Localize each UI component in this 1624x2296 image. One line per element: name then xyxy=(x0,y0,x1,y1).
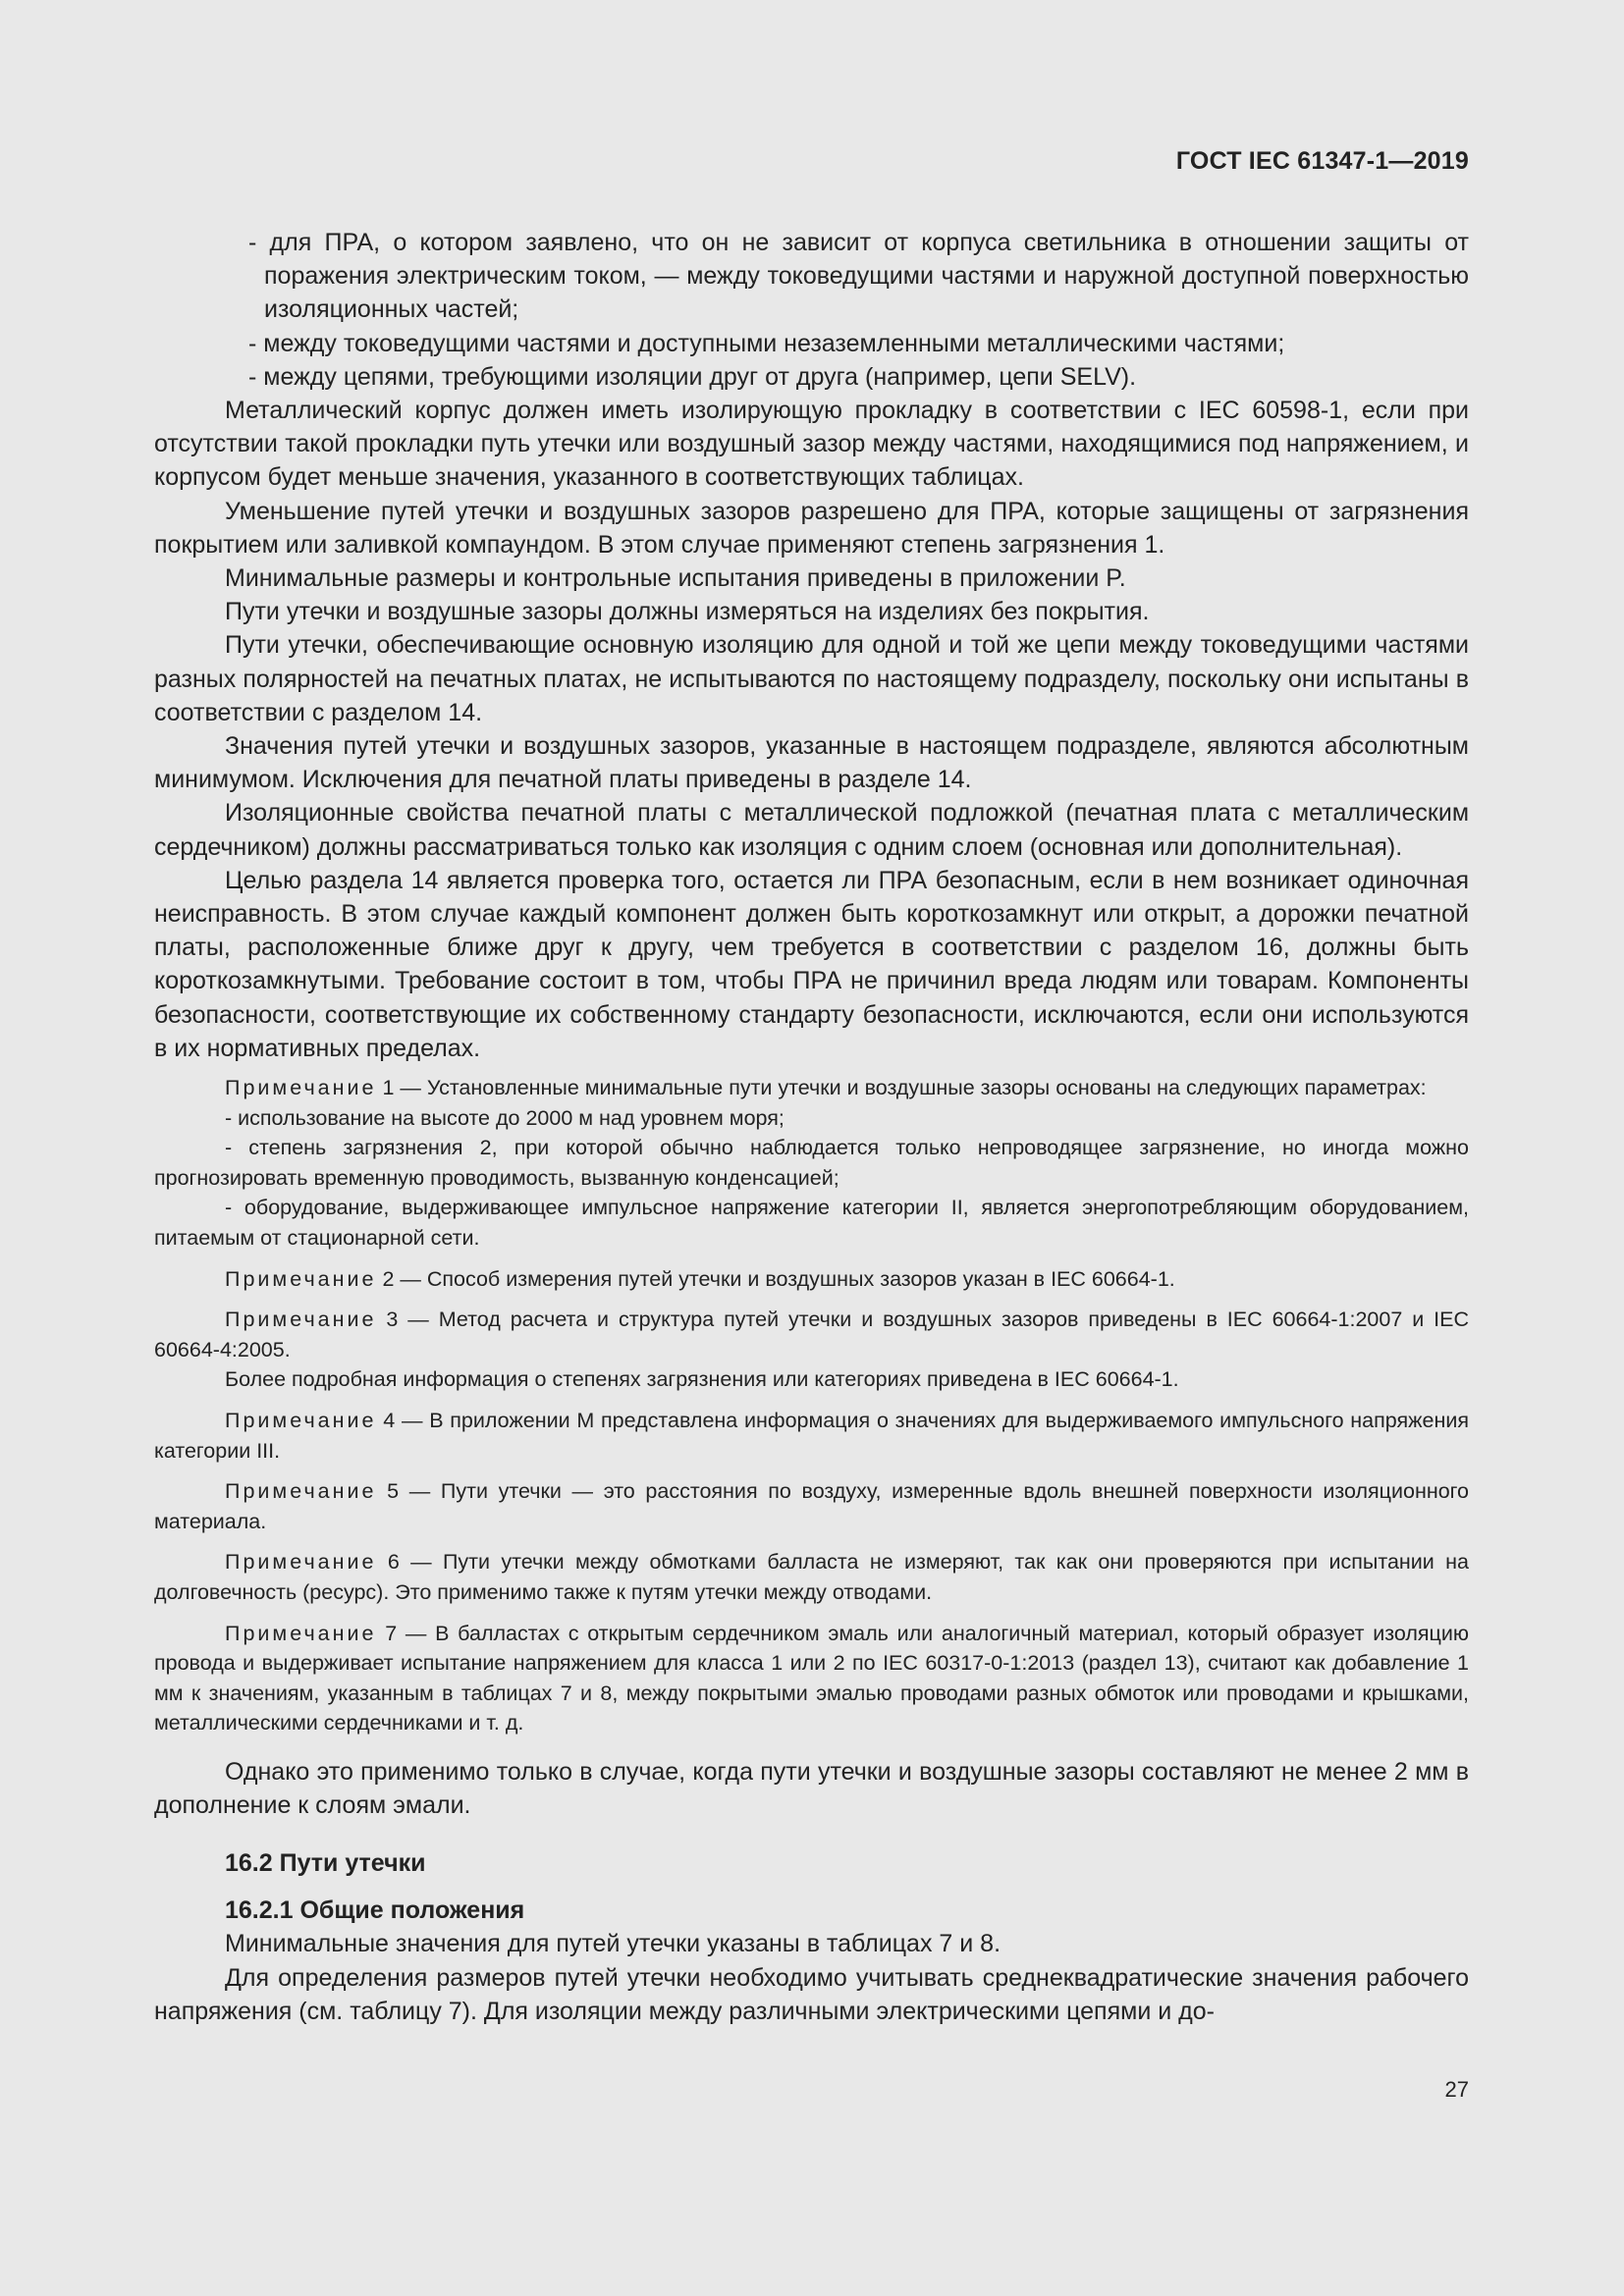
note-label: Примечание xyxy=(225,1479,377,1504)
note-label: Примечание xyxy=(225,1076,377,1100)
note-list-item: - степень загрязнения 2, при которой обычно наблюдается только непроводящее загрязнение, но иногда можно прогнозировать временную проводимость, вызванную конденсацией; xyxy=(154,1136,1469,1190)
note-text: — Пути утечки — это расстояния по воздуху, измеренные вдоль внешней поверхности изоляционного материала. xyxy=(154,1479,1469,1533)
paragraph: Минимальные значения для путей утечки указаны в таблицах 7 и 8. xyxy=(225,1930,1001,1958)
paragraph: Значения путей утечки и воздушных зазоров, указанные в настоящем подразделе, являются абсолютным минимумом. Исключения для печатной платы приведены в разделе 14. xyxy=(154,732,1469,794)
main-text xyxy=(154,226,1469,1065)
list-item: - для ПРА, о котором заявлено, что он не зависит от корпуса светильника в отношении защиты от поражения электрическим током, — между токоведущими частями и наружной доступной поверхностью изоляционных частей; xyxy=(248,229,1469,324)
note-text: — В приложении M представлена информация о значениях для выдерживаемого импульсного напряжения категории III. xyxy=(154,1409,1469,1463)
page-content xyxy=(154,226,1469,2028)
note-text: — Способ измерения путей утечки и воздушных зазоров указан в IEC 60664-1. xyxy=(394,1266,1175,1291)
note-2 xyxy=(154,1264,1469,1295)
note-number: 7 xyxy=(385,1621,398,1645)
paragraph: Минимальные размеры и контрольные испытания приведены в приложении P. xyxy=(225,564,1126,593)
paragraph: Пути утечки, обеспечивающие основную изоляцию для одной и той же цепи между токоведущими частями разных полярностей на печатных платах, не испытываются по настоящему подразделу, поскольку они испытаны в соответствии с разделом 14. xyxy=(154,631,1469,726)
note-label: Примечание xyxy=(225,1409,377,1433)
note-label: Примечание xyxy=(225,1621,377,1645)
note-list-item: - оборудование, выдерживающее импульсное напряжение категории II, является энергопотребляющим оборудованием, питаемым от стационарной сети. xyxy=(154,1196,1469,1251)
note-1 xyxy=(154,1073,1469,1103)
note-number: 3 xyxy=(386,1308,399,1332)
page-number: 27 xyxy=(1444,2077,1469,2102)
note-text: — В балластах с открытым сердечником эмаль или аналогичный материал, который образует изоляцию провода и выдерживает испытание напряжением для класса 1 или 2 по IEC 60317-0-1:2013 (раздел 13), считают как добавление 1 мм к значениям, указанным в таблицах 7 и 8, между покрытыми эмалью проводами разных обмоток или проводами и крышками, металлическими сердечниками и т. д. xyxy=(154,1621,1469,1735)
note-text: — Пути утечки между обмотками балласта не измеряют, так как они проверяются при испытании на долговечность (ресурс). Это применимо также к путям утечки между отводами. xyxy=(154,1550,1469,1604)
note-extra: Более подробная информация о степенях загрязнения или категориях приведена в IEC 60664-1. xyxy=(225,1367,1179,1392)
note-list-item: - использование на высоте до 2000 м над уровнем моря; xyxy=(225,1105,785,1130)
note-number: 2 xyxy=(382,1266,395,1291)
notes-block xyxy=(154,1073,1469,1738)
note-number: 4 xyxy=(383,1409,396,1433)
subsection-heading: 16.2.1 Общие положения xyxy=(225,1896,525,1925)
note-4 xyxy=(154,1406,1469,1466)
note-3 xyxy=(154,1305,1469,1364)
paragraph: Для определения размеров путей утечки необходимо учитывать среднеквадратические значения рабочего напряжения (см. таблицу 7). Для изоляции между различными электрическими цепями и до- xyxy=(154,1963,1469,2025)
note-7 xyxy=(154,1619,1469,1738)
section-text xyxy=(154,1927,1469,2028)
note-6 xyxy=(154,1547,1469,1607)
note-label: Примечание xyxy=(225,1266,377,1291)
document-code-header: ГОСТ IEC 61347-1—2019 xyxy=(1175,147,1469,175)
note-label: Примечание xyxy=(225,1550,377,1575)
section-heading: 16.2 Пути утечки xyxy=(225,1849,426,1878)
note-number: 1 xyxy=(382,1076,395,1100)
after-notes-text xyxy=(154,1755,1469,1822)
paragraph: Однако это применимо только в случае, когда пути утечки и воздушные зазоры составляют не менее 2 мм в дополнение к слоям эмали. xyxy=(154,1757,1469,1820)
paragraph: Изоляционные свойства печатной платы с металлической подложкой (печатная плата с металлическим сердечником) должны рассматриваться только как изоляция с одним слоем (основная или дополнительная). xyxy=(154,799,1469,861)
paragraph: Пути утечки и воздушные зазоры должны измеряться на изделиях без покрытия. xyxy=(225,598,1150,626)
note-number: 5 xyxy=(387,1479,400,1504)
note-text: — Метод расчета и структура путей утечки и воздушных зазоров приведены в IEC 60664-1:2007 и IEC 60664-4:2005. xyxy=(154,1308,1469,1362)
paragraph: Уменьшение путей утечки и воздушных зазоров разрешено для ПРА, которые защищены от загрязнения покрытием или заливкой компаундом. В этом случае применяют степень загрязнения 1. xyxy=(154,497,1469,559)
note-5 xyxy=(154,1476,1469,1536)
list-item: - между цепями, требующими изоляции друг от друга (например, цепи SELV). xyxy=(248,362,1137,391)
note-text: — Установленные минимальные пути утечки и воздушные зазоры основаны на следующих параметрах: xyxy=(394,1076,1427,1100)
note-label: Примечание xyxy=(225,1308,377,1332)
paragraph: Металлический корпус должен иметь изолирующую прокладку в соответствии с IEC 60598-1, если при отсутствии такой прокладки путь утечки или воздушный зазор между частями, находящимися под напряжением, и корпусом будет меньше значения, указанного в соответствующих таблицах. xyxy=(154,397,1469,492)
list-item: - между токоведущими частями и доступными незаземленными металлическими частями; xyxy=(248,329,1285,357)
note-number: 6 xyxy=(387,1550,400,1575)
paragraph: Целью раздела 14 является проверка того, остается ли ПРА безопасным, если в нем возникает одиночная неисправность. В этом случае каждый компонент должен быть короткозамкнут или открыт, а дорожки печатной платы, расположенные ближе друг к другу, чем требуется в соответствии с разделом 16, должны быть короткозамкнутыми. Требование состоит в том, чтобы ПРА не причинил вреда людям или товарам. Компоненты безопасности, соответствующие их собственному стандарту безопасности, исключаются, если они используются в их нормативных пределах. xyxy=(154,866,1469,1062)
